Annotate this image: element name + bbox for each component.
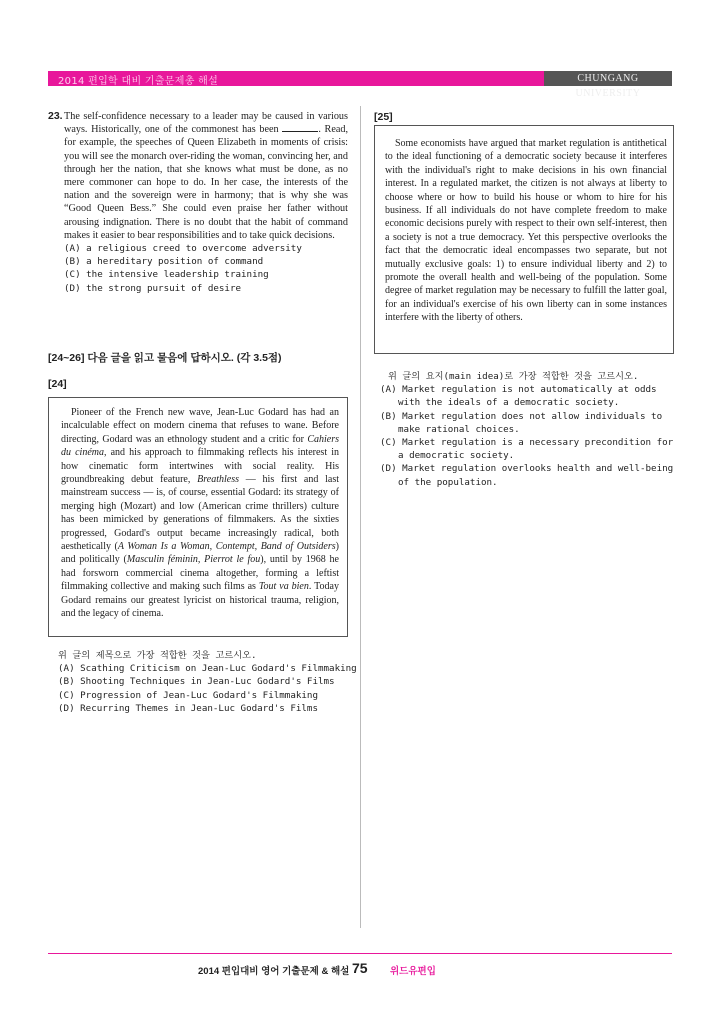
option-c[interactable]: (C) the intensive leadership training [64, 269, 269, 281]
header-bar [48, 71, 672, 99]
option-d[interactable]: (D) Recurring Themes in Jean-Luc Godard's Films [58, 702, 318, 714]
page-number: 75 [352, 960, 368, 976]
university-label: CHUNGANG UNIVERSITY [544, 71, 672, 86]
header-title: 2014 편입학 대비 기출문제총 해설 [58, 76, 219, 87]
question-24 [58, 649, 358, 715]
passage-25-tag: [25] [374, 111, 393, 123]
question-stem: The self-confidence necessary to a leader may be caused in various ways. Historically, one of the commonest has been . Read, for example, the speeches of Queen Elizabeth in moments of crisis: you will see the monarch over-riding the woman, convincing her, and through her the nation, that she knows what must be done, as no mere commoner can hope to do. In her case, the interests of the nation and the sovereign were in harmony; that is why she was “Good Queen Bess.” She could even praise her father without arousing indignation. There is no doubt that the habit of command makes it easier to bear responsibilities and to take quick decisions. [64, 111, 349, 241]
question-23 [48, 110, 348, 295]
passage-25-box [374, 125, 674, 354]
option-a[interactable]: (A) Scathing Criticism on Jean-Luc Godard's Filmmaking [58, 663, 357, 675]
option-c[interactable]: (C) Market regulation is a necessary precondition for a democratic society. [380, 437, 674, 462]
answer-blank [282, 131, 318, 132]
group-instruction: [24~26] 다음 글을 읽고 물음에 답하시오. (각 3.5점) [48, 352, 282, 364]
option-b[interactable]: (B) a hereditary position of command [64, 256, 264, 268]
question-prompt: 위 글의 제목으로 가장 적합한 것을 고르시오. [58, 650, 257, 661]
options-list [64, 242, 348, 295]
passage-24-tag: [24] [48, 378, 67, 390]
option-d[interactable]: (D) Market regulation overlooks health and well-being of the population. [380, 463, 674, 488]
passage-25-text: Some economists have argued that market regulation is antithetical to the ideal functioning of a democratic society because it interferes with the individual's right to make decisions in his own financial interest. In a regulated market, the citizen is not always at liberty to choose where or how to build his house or whom to hire for his business. If all individuals do not have complete freedom to make economic decisions purely with respect to their own self-interest, then a society is not a true democracy. Yet this perspective overlooks the fact that the democratic ideal encompasses two separate, but not mutually exclusive goals: 1) to ensure individual liberty and 2) to promote the overall health and well-being of the population. Some degree of market regulation may be necessary to fulfill the latter goal, for an individual's exercise of his own liberty can in some instances interfere with the liberty of others. [385, 138, 667, 324]
footer-publisher: 위드유편입 [390, 966, 436, 977]
footer-book-title: 2014 편입대비 영어 기출문제 & 해설 [198, 966, 350, 977]
question-25 [380, 370, 678, 489]
question-number: 23. [48, 110, 63, 122]
question-prompt: 위 글의 요지(main idea)로 가장 적합한 것을 고르시오. [388, 371, 639, 382]
passage-24-box [48, 397, 348, 637]
column-divider [360, 106, 361, 928]
option-b[interactable]: (B) Shooting Techniques in Jean-Luc Godard's Films [58, 676, 335, 688]
footer-divider [48, 953, 672, 954]
option-a[interactable]: (A) Market regulation is not automatically at odds with the ideals of a democratic society. [380, 384, 657, 409]
option-b[interactable]: (B) Market regulation does not allow individuals to make rational choices. [380, 410, 663, 435]
option-a[interactable]: (A) a religious creed to overcome adversity [64, 243, 302, 255]
option-d[interactable]: (D) the strong pursuit of desire [64, 282, 242, 294]
passage-24-text: Pioneer of the French new wave, Jean-Luc Godard has had an incalculable effect on modern cinema that refuses to wane. Before directing, Godard was an ethnology student and a critic for Cahiers du cinéma, and his approach to filmmaking reflects his interest in how cinematic form intertwines with social reality. His groundbreaking debut feature, Breathless — his first and last mainstream success — is, of course, essential Godard: its strategy of merging high (Mozart) and low (American crime thrillers) culture has been mimicked by generations of filmmakers. As the sixties progressed, Godard's output became increasingly radical, both aesthetically (A Woman Is a Woman, Contempt, Band of Outsiders) and politically (Masculin féminin, Pierrot le fou), until by 1968 he had forsworn commercial cinema altogether, forming a leftist filmmaking collective and making such films as Tout va bien. Today Godard remains our greatest lyricist on historical trauma, religion, and the legacy of cinema. [61, 407, 339, 620]
option-c[interactable]: (C) Progression of Jean-Luc Godard's Filmmaking [58, 689, 318, 701]
